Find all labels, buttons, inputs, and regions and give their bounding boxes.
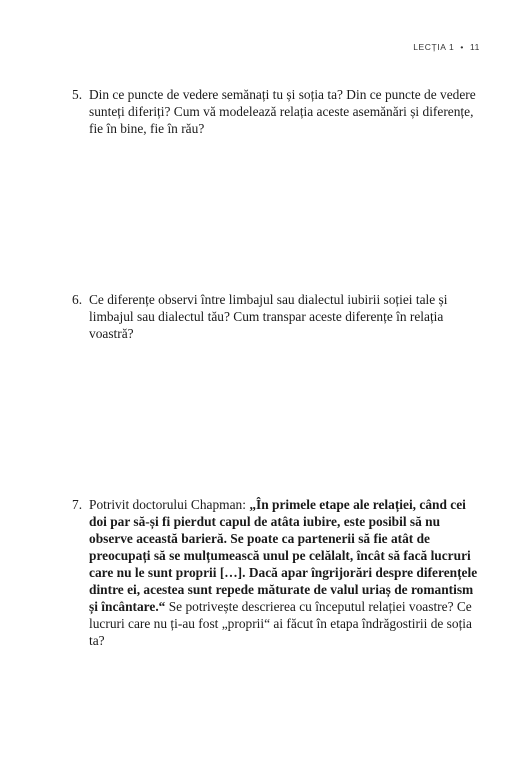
page-number: 11 xyxy=(469,42,480,52)
question-followup: Se potrivește descrierea cu începutul relației voastre? Ce lucruri care nu ți-au fost „proprii“ ai făcut în etapa îndrăgostirii de soția ta? xyxy=(89,599,472,648)
question-text: Ce diferențe observi între limbajul sau dialectul iubirii soției tale și limbajul sau dialectul tău? Cum transpar aceste diferențe în relația voastră? xyxy=(89,292,448,341)
question-intro: Potrivit doctorului Chapman: xyxy=(89,497,250,512)
section-label: LECȚIA 1 xyxy=(413,42,455,52)
question-6 xyxy=(72,291,484,342)
question-number: 5. xyxy=(72,87,83,102)
running-header xyxy=(413,42,480,52)
question-5 xyxy=(72,86,484,137)
question-text xyxy=(89,496,484,649)
chapman-quote: „În primele etape ale relației, când cei doi par să-și fi pierdut capul de atâta iubire, este posibil să nu observe această barieră. Se poate ca partenerii să fie atât de preocupați să se mulțumească unul pe celălalt, încât să facă lucruri care nu le sunt proprii […]. Dacă apar îngrijorări despre diferențele dintre ei, acestea sunt repede măturate de valul uriaș de romantism și încântare.“ xyxy=(89,497,478,614)
question-text: Din ce puncte de vedere semănați tu și soția ta? Din ce puncte de vedere sunteți diferiți? Cum vă modelează relația aceste asemănări și diferențe, fie în bine, fie în rău? xyxy=(89,87,476,136)
header-separator: • xyxy=(460,42,464,52)
question-number: 6. xyxy=(72,292,83,307)
question-number: 7. xyxy=(72,497,83,512)
question-7 xyxy=(72,496,484,649)
